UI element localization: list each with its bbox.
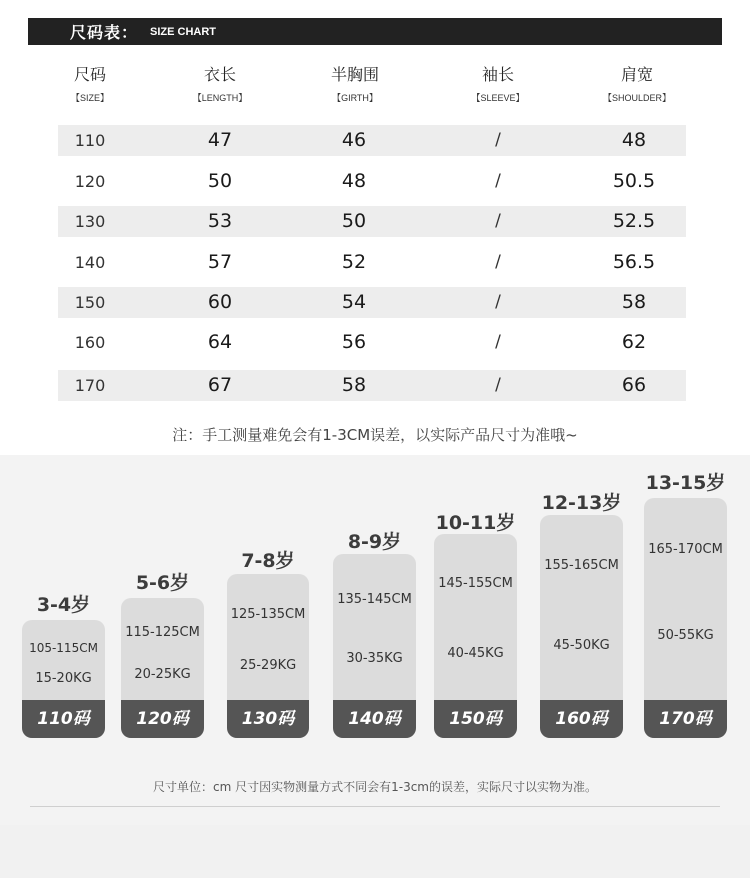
size-card-body xyxy=(333,554,416,738)
size-card-130 xyxy=(227,546,309,740)
size-card-body xyxy=(540,515,623,738)
height-range: 115-125CM xyxy=(125,625,200,640)
size-badge: 150码 xyxy=(434,700,517,738)
height-range: 135-145CM xyxy=(337,592,412,607)
size-card-body xyxy=(434,534,517,738)
column-label-cn: 衣长 xyxy=(203,65,236,84)
cell-girth: 52 xyxy=(341,251,367,273)
cell-length: 57 xyxy=(207,251,233,273)
height-range: 165-170CM xyxy=(648,542,723,557)
size-card-160 xyxy=(540,488,623,740)
cell-length: 67 xyxy=(207,374,233,396)
measurement-note: 注：手工测量难免会有1-3CM误差，以实际产品尺寸为准哦~ xyxy=(172,426,578,444)
cell-sleeve: / xyxy=(495,332,501,352)
column-header-size xyxy=(30,62,150,104)
column-header-length xyxy=(160,62,280,104)
size-badge: 120码 xyxy=(121,700,204,738)
cell-length: 47 xyxy=(207,129,233,151)
size-badge: 160码 xyxy=(540,700,623,738)
size-card-110 xyxy=(22,590,105,740)
table-row xyxy=(58,370,686,401)
divider xyxy=(30,806,720,807)
cell-size: 160 xyxy=(74,333,106,352)
weight-range: 50-55KG xyxy=(657,628,714,643)
cell-size: 120 xyxy=(74,172,106,191)
weight-range: 40-45KG xyxy=(447,646,504,661)
cell-girth: 58 xyxy=(341,374,367,396)
cell-shoulder: 62 xyxy=(621,331,647,353)
cell-length: 64 xyxy=(207,331,233,353)
size-card-170 xyxy=(644,468,727,740)
age-label: 5-6岁 xyxy=(135,572,190,594)
size-chart-title-bar xyxy=(28,18,722,45)
column-header-girth xyxy=(295,62,415,104)
table-row xyxy=(58,247,686,278)
weight-range: 20-25KG xyxy=(134,667,191,682)
cell-shoulder: 56.5 xyxy=(612,251,656,273)
unit-note: 尺寸单位：cm 尺寸因实物测量方式不同会有1-3cm的误差，实际尺寸以实物为准。 xyxy=(153,780,597,794)
cell-size: 130 xyxy=(74,212,106,231)
size-card-body xyxy=(22,620,105,738)
cell-shoulder: 58 xyxy=(621,291,647,313)
cell-size: 170 xyxy=(74,376,106,395)
size-badge: 110码 xyxy=(22,700,105,738)
table-row xyxy=(58,125,686,156)
height-range: 145-155CM xyxy=(438,576,513,591)
cell-girth: 54 xyxy=(341,291,367,313)
column-label-cn: 肩宽 xyxy=(620,65,653,84)
cell-sleeve: / xyxy=(495,375,501,395)
weight-range: 25-29KG xyxy=(239,658,297,673)
weight-range: 30-35KG xyxy=(346,651,403,666)
age-label: 12-13岁 xyxy=(541,492,622,514)
cell-shoulder: 50.5 xyxy=(612,170,656,192)
height-range: 105-115CM xyxy=(29,641,98,655)
cell-girth: 56 xyxy=(341,331,367,353)
column-header-shoulder xyxy=(577,62,697,104)
age-label: 8-9岁 xyxy=(347,531,402,553)
size-card-body xyxy=(644,498,727,738)
cell-length: 53 xyxy=(207,210,233,232)
column-label-en: 【SIZE】 xyxy=(70,93,109,103)
table-row xyxy=(58,206,686,237)
cell-length: 50 xyxy=(207,170,233,192)
footer-band xyxy=(0,825,750,878)
cell-girth: 46 xyxy=(341,129,367,151)
table-row xyxy=(58,287,686,318)
title-en: SIZE CHART xyxy=(150,25,217,38)
size-badge: 130码 xyxy=(227,700,309,738)
cell-sleeve: / xyxy=(495,292,501,312)
cell-size: 110 xyxy=(74,131,106,150)
size-card-120 xyxy=(121,568,204,740)
weight-range: 45-50KG xyxy=(553,638,610,653)
size-card-140 xyxy=(333,527,416,740)
cell-sleeve: / xyxy=(495,211,501,231)
weight-range: 15-20KG xyxy=(35,671,92,686)
column-label-cn: 尺码 xyxy=(73,65,106,84)
size-card-body xyxy=(121,598,204,738)
cell-sleeve: / xyxy=(495,130,501,150)
column-label-en: 【GIRTH】 xyxy=(332,93,378,103)
size-card-150 xyxy=(434,508,517,740)
title-cn: 尺码表： xyxy=(70,23,139,42)
cell-size: 150 xyxy=(74,293,106,312)
cell-shoulder: 48 xyxy=(621,129,647,151)
table-row xyxy=(58,166,686,197)
column-label-en: 【LENGTH】 xyxy=(192,93,248,103)
table-row xyxy=(58,327,686,358)
column-label-en: 【SLEEVE】 xyxy=(471,93,525,103)
cell-size: 140 xyxy=(74,253,106,272)
size-card-body xyxy=(227,574,309,738)
cell-sleeve: / xyxy=(495,252,501,272)
size-badge: 140码 xyxy=(333,700,416,738)
height-range: 155-165CM xyxy=(544,558,619,573)
cell-girth: 48 xyxy=(341,170,367,192)
age-label: 13-15岁 xyxy=(645,472,726,494)
column-label-en: 【SHOULDER】 xyxy=(602,93,671,103)
cell-shoulder: 66 xyxy=(621,374,647,396)
age-label: 7-8岁 xyxy=(241,550,295,572)
column-header-sleeve xyxy=(438,62,558,104)
age-label: 3-4岁 xyxy=(36,594,91,616)
column-label-cn: 半胸围 xyxy=(330,65,379,84)
column-label-cn: 袖长 xyxy=(481,65,514,84)
cell-shoulder: 52.5 xyxy=(612,210,656,232)
cell-girth: 50 xyxy=(341,210,367,232)
age-label: 10-11岁 xyxy=(435,512,516,534)
height-range: 125-135CM xyxy=(230,607,306,622)
cell-sleeve: / xyxy=(495,171,501,191)
size-badge: 170码 xyxy=(644,700,727,738)
cell-length: 60 xyxy=(207,291,233,313)
